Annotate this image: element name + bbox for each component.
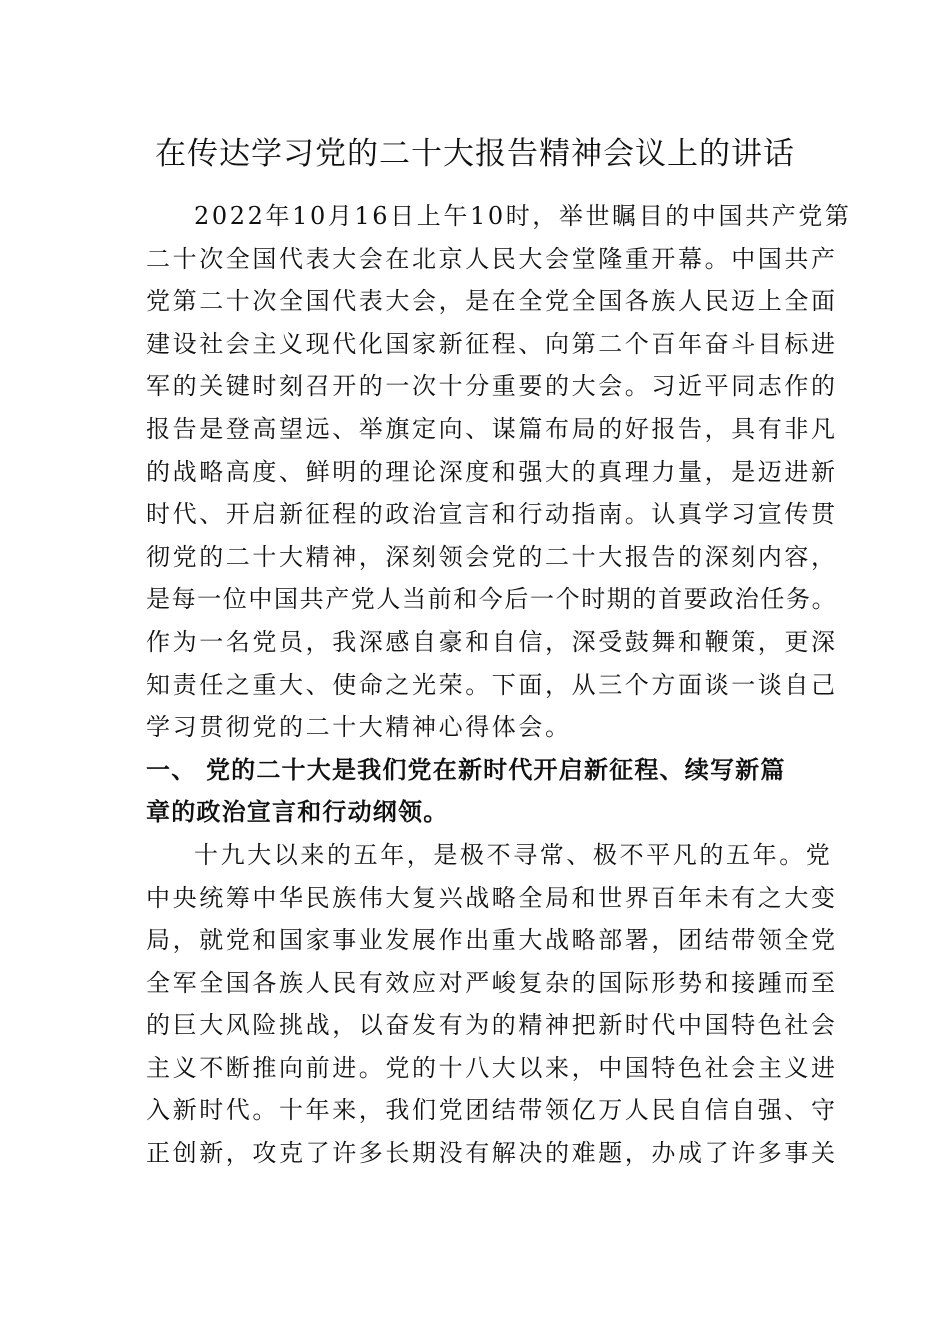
paragraph-2-line: 入新时代。十年来，我们党团结带领亿万人民自信自强、守 (146, 1096, 838, 1125)
paragraph-2-line: 主义不断推向前进。党的十八大以来，中国特色社会主义进 (146, 1053, 838, 1082)
paragraph-1-line: 建设社会主义现代化国家新征程、向第二个百年奋斗目标进 (146, 329, 838, 358)
paragraph-1-line: 时代、开启新征程的政治宣言和行动指南。认真学习宣传贯 (146, 500, 838, 529)
section-heading-line: 章的政治宣言和行动纲领。 (146, 798, 449, 827)
document-title: 在传达学习党的二十大报告精神会议上的讲话 (155, 136, 795, 172)
paragraph-1-line: 2022年10月16日上午10时，举世瞩目的中国共产党第 (194, 202, 852, 230)
paragraph-1-line: 是每一位中国共产党人当前和今后一个时期的首要政治任务。 (146, 585, 838, 614)
paragraph-1-line: 军的关键时刻召开的一次十分重要的大会。习近平同志作的 (146, 372, 838, 401)
paragraph-1-line: 学习贯彻党的二十大精神心得体会。 (146, 713, 572, 742)
paragraph-1-line: 报告是登高望远、举旗定向、谋篇布局的好报告，具有非凡 (146, 414, 838, 443)
paragraph-1-line: 二十次全国代表大会在北京人民大会堂隆重开幕。中国共产 (146, 244, 838, 273)
paragraph-1-line: 的战略高度、鲜明的理论深度和强大的真理力量，是迈进新 (146, 457, 838, 486)
paragraph-2-line: 中央统筹中华民族伟大复兴战略全局和世界百年未有之大变 (146, 883, 838, 912)
paragraph-2-line: 十九大以来的五年，是极不寻常、极不平凡的五年。党 (194, 840, 833, 869)
paragraph-1-line: 知责任之重大、使命之光荣。下面，从三个方面谈一谈自己 (146, 670, 838, 699)
paragraph-2-line: 全军全国各族人民有效应对严峻复杂的国际形势和接踵而至 (146, 968, 838, 997)
paragraph-2-line: 的巨大风险挑战，以奋发有为的精神把新时代中国特色社会 (146, 1011, 838, 1040)
paragraph-1-line: 党第二十次全国代表大会，是在全党全国各族人民迈上全面 (146, 287, 838, 316)
paragraph-1-line: 作为一名党员，我深感自豪和自信，深受鼓舞和鞭策，更深 (146, 627, 838, 656)
paragraph-2-line: 局，就党和国家事业发展作出重大战略部署，团结带领全党 (146, 926, 838, 955)
document-body (146, 195, 852, 1175)
paragraph-2-line: 正创新，攻克了许多长期没有解决的难题，办成了许多事关 (146, 1139, 838, 1168)
paragraph-1-line: 彻党的二十大精神，深刻领会党的二十大报告的深刻内容， (146, 542, 838, 571)
section-heading-line: 一、 党的二十大是我们党在新时代开启新征程、续写新篇 (146, 755, 786, 784)
